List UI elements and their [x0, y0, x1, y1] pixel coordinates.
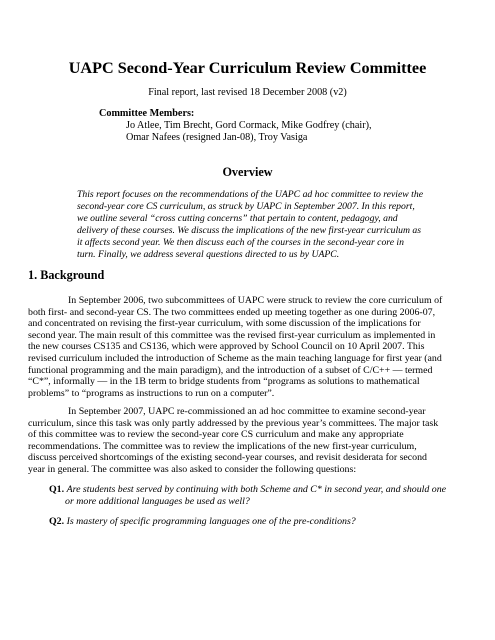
abstract-line: second-year core CS curriculum, as struck by UAPC in September 2007. In this report,	[77, 201, 415, 212]
question-q1	[49, 484, 469, 507]
document-title: UAPC Second-Year Curriculum Review Committee	[68, 59, 427, 77]
paragraph-line: curriculum, since this task was only partly addressed by the previous year’s committees. The major task	[28, 417, 439, 429]
question-q2	[49, 516, 469, 528]
paragraph-line: In September 2006, two subcommittees of UAPC were struck to review the core curriculum of	[68, 295, 443, 306]
question-text: or more additional languages be used as well?	[65, 495, 250, 507]
document-subtitle: Final report, last revised 18 December 2008 (v2)	[148, 87, 347, 98]
committee-members-label: Committee Members:	[99, 108, 195, 119]
overview-heading: Overview	[222, 165, 273, 179]
paragraph-line: In September 2007, UAPC re-commissioned an ad hoc committee to examine second-year	[68, 406, 426, 417]
committee-members-line: Omar Nafees (resigned Jan-08), Troy Vasiga	[126, 132, 308, 143]
section-heading-background: 1. Background	[28, 268, 105, 282]
paragraph-line: and concentrated on revising the first-year curriculum, with some discussion of the implications for	[28, 318, 421, 330]
abstract-line: we outline several “cross cutting concerns” that pertain to content, pedagogy, and	[77, 213, 398, 224]
question-text: Is mastery of specific programming languages one of the pre-conditions?	[66, 516, 356, 527]
paragraph-line: revised curriculum included the introduction of Scheme as the main teaching language for first year (and	[28, 352, 442, 364]
background-paragraph-1	[28, 295, 468, 399]
paragraph-line: functional programming and the main paradigm), and the introduction of a subset of C/C++ — termed	[28, 364, 433, 376]
paragraph-line: discuss perceived shortcomings of the existing second-year courses, and revisit desiderata for second	[28, 452, 427, 464]
question-label: Q1.	[49, 484, 65, 495]
abstract-line: turn. Finally, we address several questions directed to us by UAPC.	[77, 249, 340, 260]
abstract-line: This report focuses on the recommendations of the UAPC ad hoc committee to review the	[77, 189, 423, 200]
overview-abstract	[77, 189, 427, 261]
paragraph-line: the new courses CS135 and CS136, which were approved by School Council on 10 April 2007. This	[28, 341, 425, 353]
paragraph-line: “C*”, informally — in the 1B term to bridge students from “programs as solutions to mathematical	[28, 376, 420, 388]
paragraph-line: recommendations. The committee was to review the implications of the new first-year curriculum,	[28, 440, 417, 452]
abstract-line: it affects second year. We then discuss each of the courses in the second-year core in	[77, 237, 404, 248]
question-text: Are students best served by continuing with both Scheme and C* in second year, and should one	[66, 484, 447, 495]
paragraph-line: year in general. The committee was also asked to consider the following questions:	[28, 463, 357, 475]
paragraph-line: problems” to “programs as instructions to run on a computer”.	[28, 387, 275, 399]
paragraph-line: of this committee was to review the second-year core CS curriculum and make any appropriate	[28, 429, 404, 441]
paragraph-line: second year. The main result of this committee was the revised first-year curriculum as implemented in	[28, 329, 436, 341]
paragraph-line: both first- and second-year CS. The two committees ended up meeting together as one during 2006-07,	[28, 306, 436, 318]
abstract-line: delivery of these courses. We discuss the implications of the new first-year curriculum as	[77, 225, 422, 236]
committee-members-line: Jo Atlee, Tim Brecht, Gord Cormack, Mike Godfrey (chair),	[126, 120, 372, 131]
question-label: Q2.	[49, 516, 65, 527]
background-paragraph-2	[28, 406, 468, 476]
